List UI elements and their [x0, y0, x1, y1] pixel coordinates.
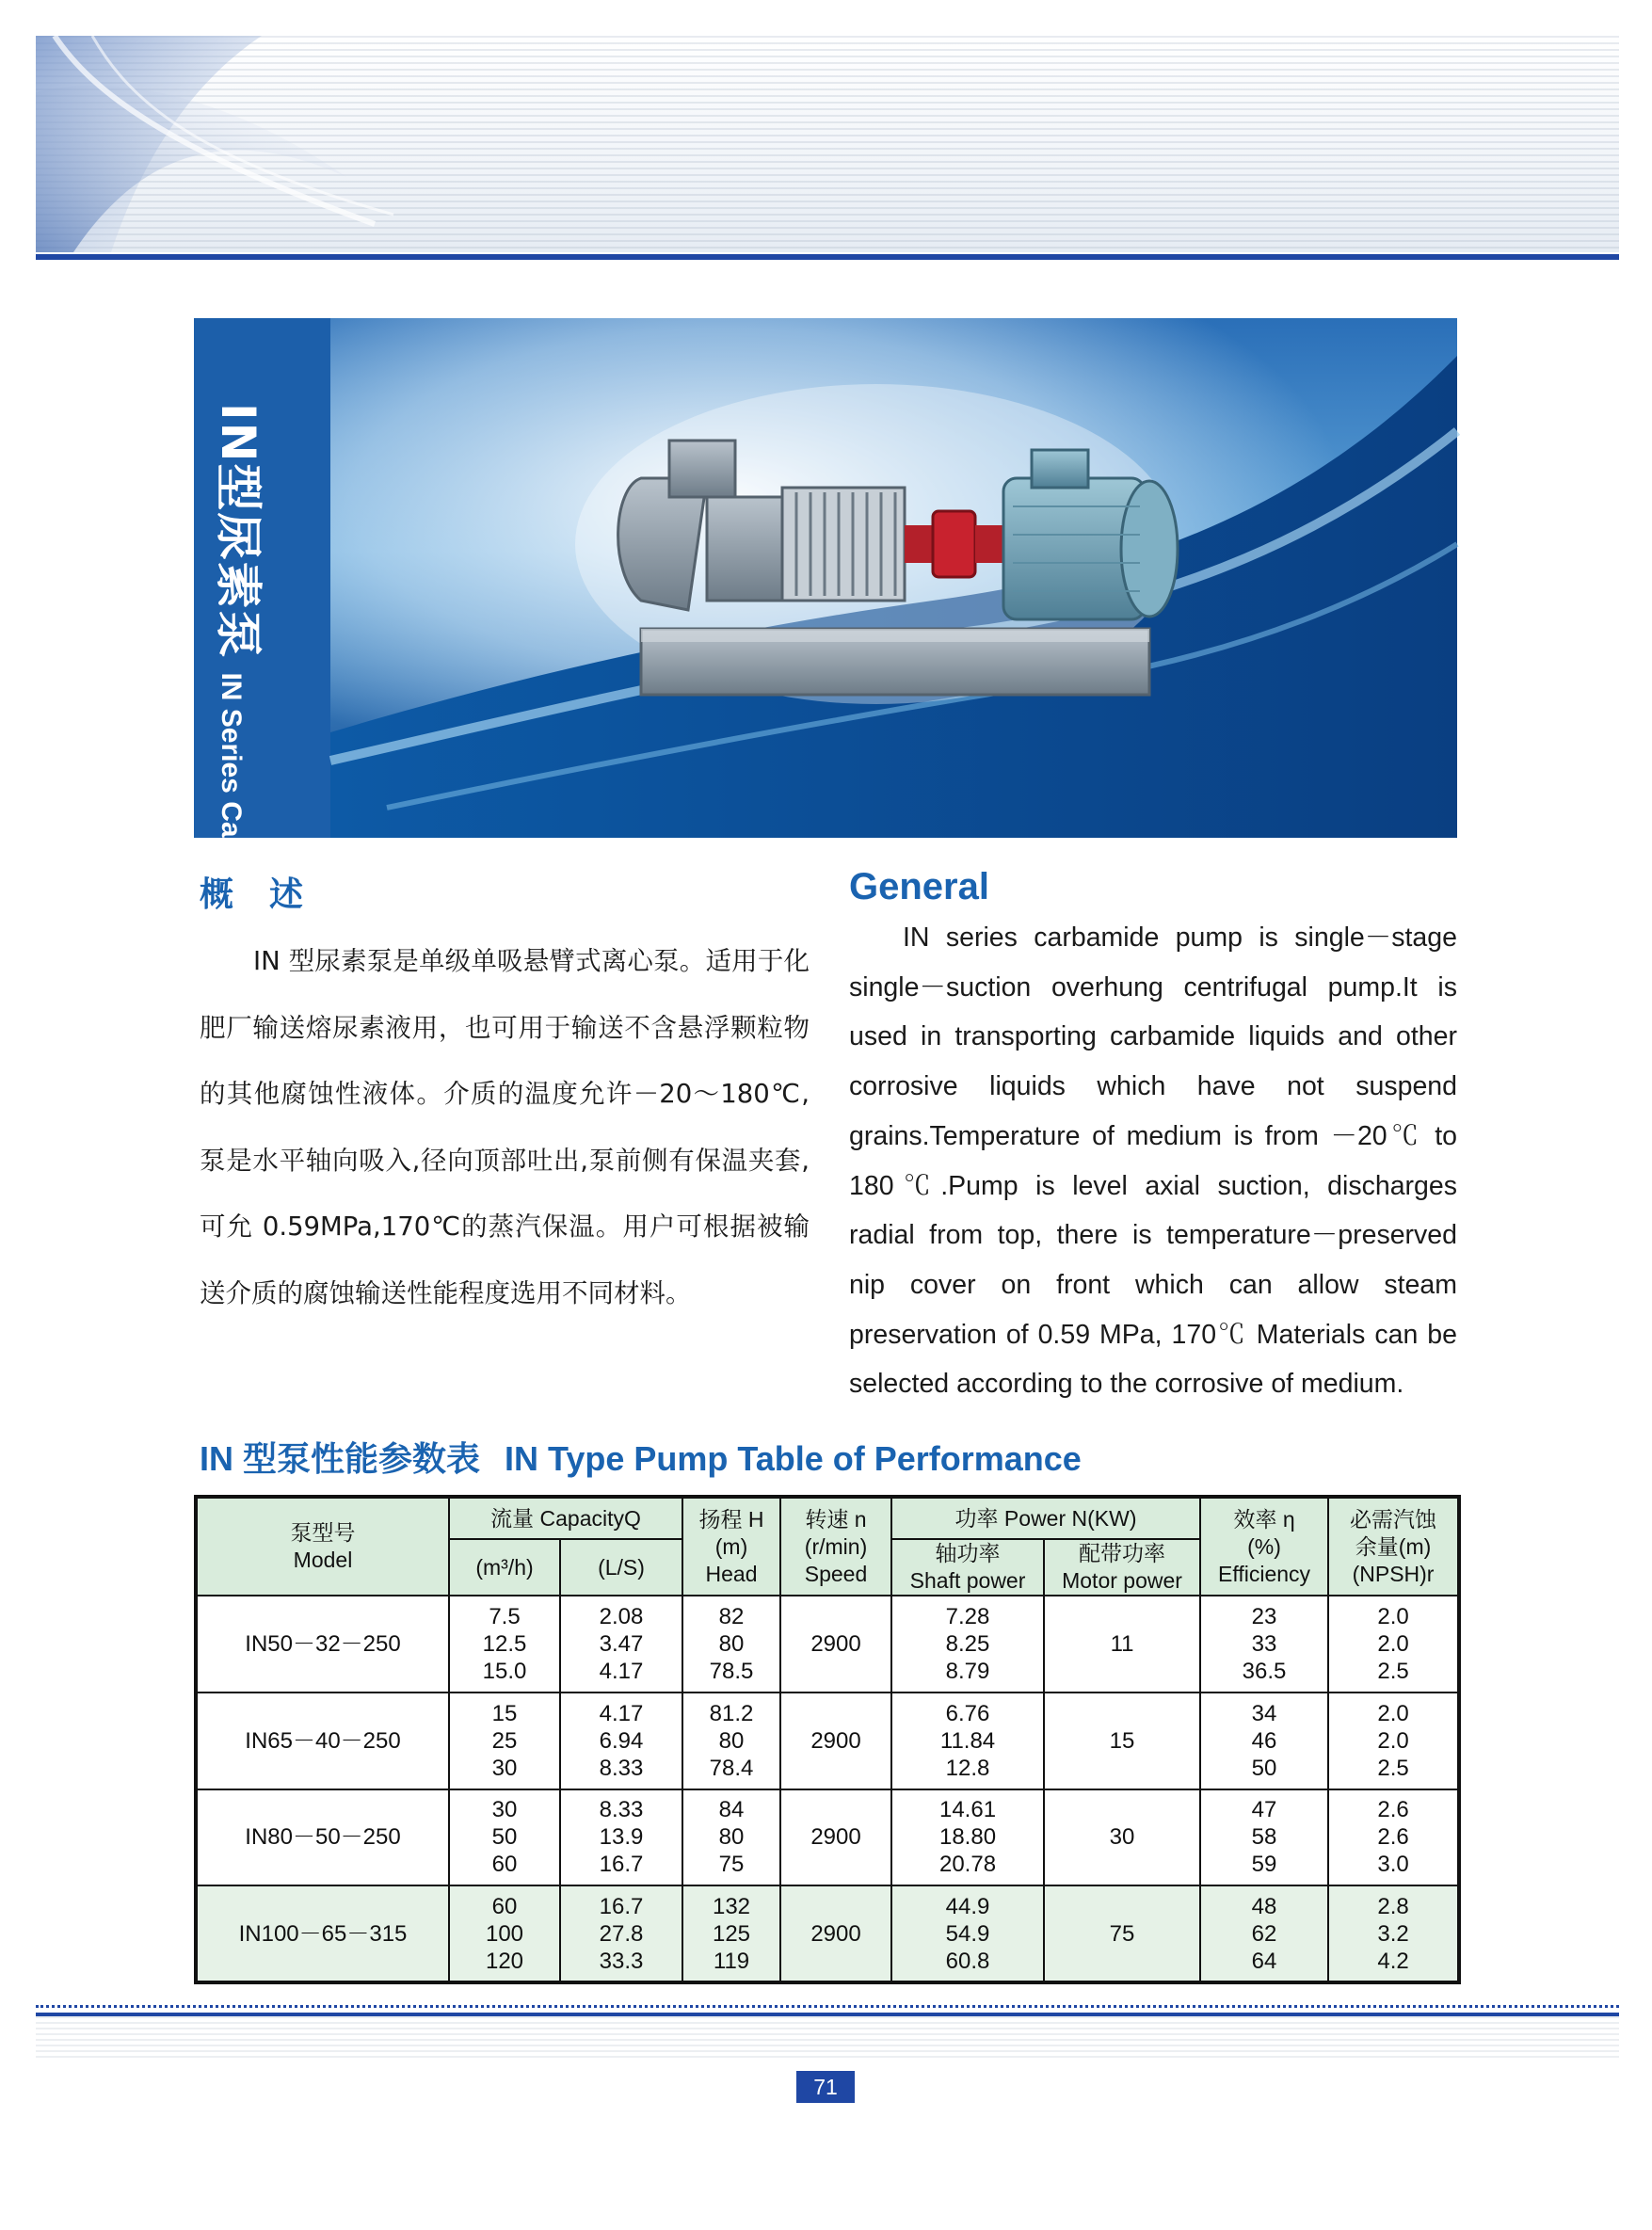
cell-npsh-value: 2.0: [1377, 1700, 1409, 1726]
cell-speed: 2900: [780, 1789, 891, 1886]
cell-shaft-power-value: 11.84: [939, 1727, 996, 1754]
header-capacity-ls: (L/S): [560, 1539, 682, 1596]
cell-capacity-ls-value: 16.7: [599, 1852, 644, 1878]
cell-capacity-ls: [560, 1596, 682, 1693]
cell-capacity-ls-value: 13.9: [599, 1824, 644, 1851]
cell-head-value: 119: [713, 1948, 750, 1974]
cell-capacity-m3h-value: 100: [485, 1920, 524, 1947]
banner-title-zh: IN型尿素泵: [211, 403, 265, 660]
page-number: 71: [796, 2071, 855, 2103]
cell-efficiency: [1200, 1693, 1328, 1789]
cell-motor-power: 11: [1044, 1596, 1200, 1693]
table-title-zh: IN 型泵性能参数表: [200, 1439, 481, 1478]
general-body-en-text: IN series carbamide pump is single－stage single－suction overhung centrifugal pump.It is used in transporting carbamide liquids and other corrosive liquids which have not suspend grains.Temperature of medium is from －20℃ to 180℃.Pump is level axial suction, discharges radial from top, there is temperature－preserved nip cover on front which can allow steam preservation of 0.59 MPa, 170℃ Materials can be selected according to the corrosive of medium.: [849, 922, 1457, 1400]
header-speed: 转速 n (r/min) Speed: [780, 1497, 891, 1596]
cell-capacity-m3h-value: 120: [485, 1948, 524, 1974]
table-row: [196, 1885, 1459, 1982]
cell-capacity-ls-value: 4.17: [599, 1658, 644, 1684]
cell-capacity-m3h: [449, 1885, 560, 1982]
cell-head: [682, 1596, 780, 1693]
cell-efficiency-value: 58: [1251, 1824, 1277, 1851]
header-npsh: 必需汽蚀 余量(m) (NPSH)r: [1328, 1497, 1459, 1596]
cell-motor-power: 75: [1044, 1885, 1200, 1982]
cell-shaft-power: [891, 1789, 1044, 1886]
cell-shaft-power-value: 7.28: [945, 1603, 990, 1629]
cell-npsh-value: 3.0: [1377, 1852, 1409, 1878]
cell-model: IN50－32－250: [196, 1596, 449, 1693]
cell-head-value: 84: [718, 1797, 745, 1823]
cell-npsh-value: 2.0: [1377, 1727, 1409, 1754]
cell-head: [682, 1885, 780, 1982]
cell-shaft-power-value: 18.80: [938, 1824, 997, 1851]
cell-speed: 2900: [780, 1596, 891, 1693]
cell-npsh: [1328, 1789, 1459, 1886]
table-row: [196, 1789, 1459, 1886]
header-capacity: 流量 CapacityQ: [449, 1497, 682, 1539]
cell-head: [682, 1789, 780, 1886]
cell-efficiency: [1200, 1789, 1328, 1886]
cell-efficiency-value: 64: [1251, 1948, 1277, 1974]
cell-head-value: 81.2: [709, 1700, 754, 1726]
cell-efficiency-value: 36.5: [1242, 1658, 1287, 1684]
footer-band: [36, 2016, 1619, 2060]
cell-capacity-m3h-value: 50: [491, 1824, 518, 1851]
cell-capacity-ls-value: 6.94: [599, 1727, 644, 1754]
cell-efficiency-value: 59: [1251, 1852, 1277, 1878]
cell-capacity-ls-value: 33.3: [599, 1948, 644, 1974]
table-title-en: IN Type Pump Table of Performance: [505, 1439, 1082, 1478]
cell-capacity-ls-value: 4.17: [599, 1700, 644, 1726]
footer-dotted-rule: [36, 2005, 1619, 2008]
cell-motor-power: 15: [1044, 1693, 1200, 1789]
cell-shaft-power-value: 6.76: [945, 1700, 990, 1726]
cell-npsh-value: 2.5: [1377, 1658, 1409, 1684]
cell-motor-power: 30: [1044, 1789, 1200, 1886]
cell-capacity-m3h-value: 30: [491, 1755, 518, 1781]
general-body-zh: [200, 928, 810, 1326]
general-body-zh-text: IN 型尿素泵是单级单吸悬臂式离心泵。适用于化肥厂输送熔尿素液用，也可用于输送不含悬浮颗粒物的其他腐蚀性液体。介质的温度允许－20～180℃,泵是水平轴向吸入,径向顶部吐出,泵前侧有保温夹套,可允 0.59MPa,170℃的蒸汽保温。用户可根据被输送介质的腐蚀输送性能程度选用不同材料。: [200, 946, 810, 1308]
cell-npsh: [1328, 1596, 1459, 1693]
cell-npsh-value: 2.5: [1377, 1755, 1409, 1781]
cell-head-value: 78.5: [709, 1658, 754, 1684]
cell-shaft-power-value: 8.25: [945, 1630, 990, 1657]
cell-capacity-m3h-value: 15.0: [482, 1658, 527, 1684]
table-row: [196, 1693, 1459, 1789]
cell-capacity-ls: [560, 1789, 682, 1886]
general-body-en: [849, 913, 1457, 1409]
cell-capacity-m3h-value: 7.5: [489, 1603, 521, 1629]
cell-efficiency-value: 34: [1251, 1700, 1277, 1726]
cell-efficiency: [1200, 1885, 1328, 1982]
cell-capacity-ls-value: 2.08: [599, 1603, 644, 1629]
cell-shaft-power-value: 12.8: [945, 1755, 990, 1781]
header-power: 功率 Power N(KW): [891, 1497, 1200, 1539]
header-efficiency: 效率 η (%) Efficiency: [1200, 1497, 1328, 1596]
cell-npsh-value: 2.6: [1377, 1824, 1409, 1851]
header-motor-power: 配带功率 Motor power: [1044, 1539, 1200, 1596]
cell-head-value: 82: [718, 1603, 745, 1629]
header-head: 扬程 H (m) Head: [682, 1497, 780, 1596]
cell-capacity-m3h-value: 12.5: [482, 1630, 527, 1657]
cell-npsh-value: 2.0: [1377, 1603, 1409, 1629]
cell-efficiency-value: 47: [1251, 1797, 1277, 1823]
cell-speed: 2900: [780, 1885, 891, 1982]
performance-table: [194, 1495, 1461, 1984]
cell-capacity-m3h-value: 60: [491, 1852, 518, 1878]
cell-head-value: 80: [718, 1630, 745, 1657]
cell-shaft-power-value: 14.61: [938, 1797, 997, 1823]
cell-shaft-power-value: 54.9: [945, 1920, 990, 1947]
pump-wave-photo: [330, 318, 1457, 838]
cell-shaft-power: [891, 1693, 1044, 1789]
cell-model: IN100－65－315: [196, 1885, 449, 1982]
cell-efficiency-value: 23: [1251, 1603, 1277, 1629]
table-title: [200, 1433, 1106, 1481]
general-heading-zh: 概述: [200, 875, 340, 914]
cell-capacity-ls-value: 8.33: [599, 1755, 644, 1781]
header-band: [36, 36, 1619, 252]
cell-capacity-m3h-value: 25: [491, 1727, 518, 1754]
cell-npsh-value: 3.2: [1377, 1920, 1409, 1947]
cell-head-value: 78.4: [709, 1755, 754, 1781]
cell-capacity-m3h-value: 15: [491, 1700, 518, 1726]
cell-capacity-ls: [560, 1693, 682, 1789]
general-heading-en: General: [849, 866, 989, 907]
cell-capacity-ls-value: 8.33: [599, 1797, 644, 1823]
cell-npsh-value: 2.8: [1377, 1893, 1409, 1919]
cell-efficiency-value: 46: [1251, 1727, 1277, 1754]
cell-efficiency-value: 48: [1251, 1893, 1277, 1919]
cell-npsh: [1328, 1885, 1459, 1982]
cell-capacity-m3h: [449, 1596, 560, 1693]
cell-efficiency-value: 33: [1251, 1630, 1277, 1657]
header-model: 泵型号 Model: [196, 1497, 449, 1596]
cell-capacity-m3h-value: 30: [491, 1797, 518, 1823]
cell-npsh-value: 2.6: [1377, 1797, 1409, 1823]
cell-head-value: 75: [718, 1852, 745, 1878]
header-shaft-power: 轴功率 Shaft power: [891, 1539, 1044, 1596]
cell-npsh-value: 4.2: [1377, 1948, 1409, 1974]
cell-head-value: 132: [712, 1893, 751, 1919]
cell-head-value: 80: [718, 1824, 745, 1851]
table-row: [196, 1596, 1459, 1693]
header-swirl-graphic: [36, 36, 393, 252]
cell-shaft-power-value: 44.9: [945, 1893, 990, 1919]
cell-shaft-power: [891, 1885, 1044, 1982]
cell-head: [682, 1693, 780, 1789]
performance-table-body: [196, 1596, 1459, 1982]
cell-shaft-power-value: 20.78: [938, 1852, 997, 1878]
cell-speed: 2900: [780, 1693, 891, 1789]
header-rule: [36, 254, 1619, 260]
cell-model: IN65－40－250: [196, 1693, 449, 1789]
banner-title-en: IN Series CarbamidePump: [216, 672, 247, 1026]
cell-capacity-ls: [560, 1885, 682, 1982]
cell-shaft-power-value: 8.79: [945, 1658, 990, 1684]
cell-capacity-m3h: [449, 1789, 560, 1886]
cell-capacity-m3h: [449, 1693, 560, 1789]
cell-capacity-m3h-value: 60: [491, 1893, 518, 1919]
cell-capacity-ls-value: 27.8: [599, 1920, 644, 1947]
cell-capacity-ls-value: 3.47: [599, 1630, 644, 1657]
cell-shaft-power: [891, 1596, 1044, 1693]
cell-capacity-ls-value: 16.7: [599, 1893, 644, 1919]
cell-model: IN80－50－250: [196, 1789, 449, 1886]
cell-shaft-power-value: 60.8: [945, 1948, 990, 1974]
cell-npsh: [1328, 1693, 1459, 1789]
cell-efficiency-value: 50: [1251, 1755, 1277, 1781]
cell-efficiency-value: 62: [1251, 1920, 1277, 1947]
cell-npsh-value: 2.0: [1377, 1630, 1409, 1657]
cell-head-value: 80: [718, 1727, 745, 1754]
header-capacity-m3h: (m³/h): [449, 1539, 560, 1596]
cell-efficiency: [1200, 1596, 1328, 1693]
cell-head-value: 125: [712, 1920, 751, 1947]
